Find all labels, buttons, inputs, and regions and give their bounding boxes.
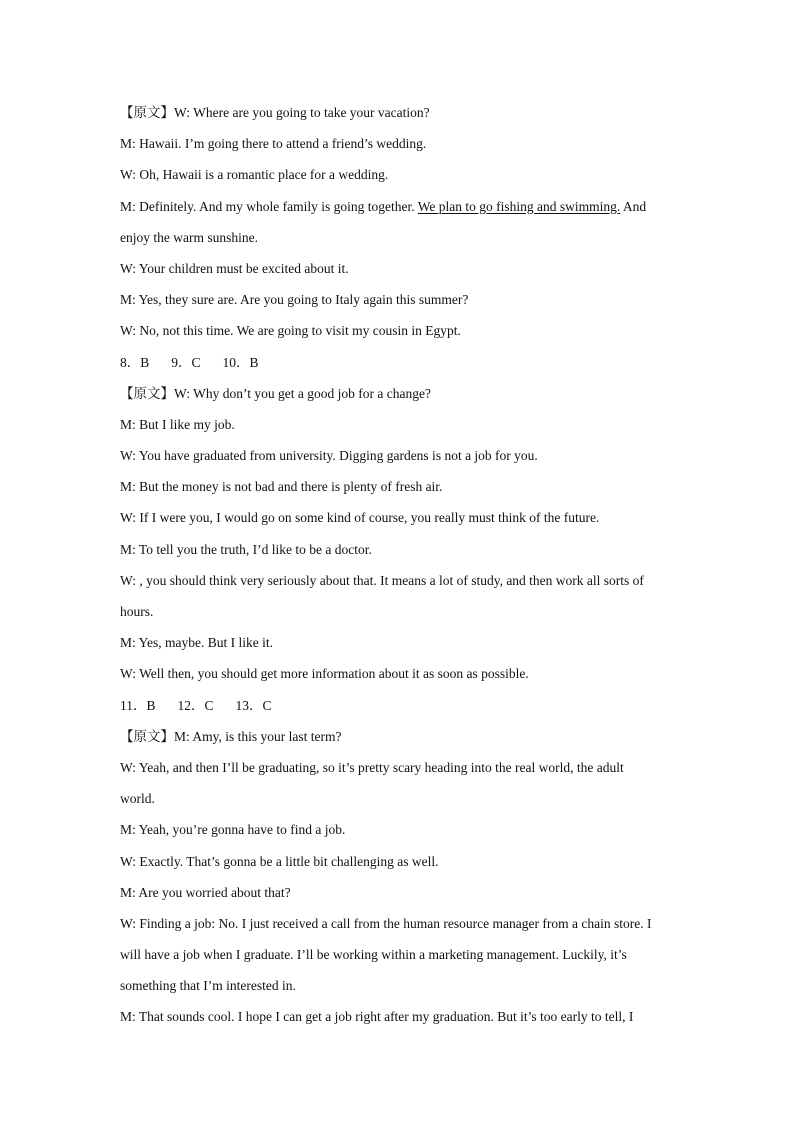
line-text: 【原文】M: Amy, is this your last term? (120, 728, 342, 744)
line-text: M: Yeah, you’re gonna have to find a job. (120, 822, 346, 838)
line-text: M: Yes, maybe. But I like it. (120, 635, 274, 651)
transcript-line (120, 253, 680, 284)
line-text: 【原文】W: Where are you going to take your vacation? (120, 105, 430, 120)
line-text: M: To tell you the truth, I’d like to be a doctor. (120, 541, 372, 557)
transcript-line (120, 846, 680, 877)
transcript-line (120, 658, 680, 689)
transcript-line (120, 721, 680, 752)
line-text: W: Well then, you should get more information about it as soon as possible. (120, 666, 529, 682)
transcript-line (120, 471, 680, 502)
transcript-line (120, 752, 680, 783)
line-text: W: If I were you, I would go on some kind of course, you really must think of the future. (120, 510, 600, 526)
line-text: W: No, not this time. We are going to visit my cousin in Egypt. (120, 323, 461, 339)
line-text: M: Definitely. And my whole family is going together. (120, 198, 418, 214)
transcript-line (120, 378, 680, 409)
line-text: 【原文】W: Why don’t you get a good job for a change? (120, 385, 431, 401)
line-text-tail: And (620, 198, 647, 214)
transcript-line (120, 783, 680, 814)
transcript-line (120, 284, 680, 315)
line-text: M: But the money is not bad and there is plenty of fresh air. (120, 479, 443, 495)
transcript-line (120, 534, 680, 565)
answer-key-row (120, 690, 680, 721)
transcript-line (120, 939, 680, 970)
line-text: M: That sounds cool. I hope I can get a job right after my graduation. But it’s too early to tell, I (120, 1009, 634, 1025)
transcript-line (120, 908, 680, 939)
answer-key: 8．B (120, 354, 150, 370)
transcript-line (120, 970, 680, 1001)
transcript-line (120, 565, 680, 596)
transcript-line (120, 1001, 680, 1032)
transcript-line (120, 315, 680, 346)
line-text: will have a job when I graduate. I’ll be working within a marketing management. Luckily, it’s (120, 947, 627, 963)
transcript-line (120, 440, 680, 471)
answer-key: 12．C (177, 697, 214, 713)
line-text: hours. (120, 604, 154, 619)
transcript-line (120, 97, 680, 128)
transcript-line (120, 191, 680, 222)
line-text: M: But I like my job. (120, 416, 235, 432)
line-text: W: Exactly. That’s gonna be a little bit challenging as well. (120, 853, 439, 869)
transcript-line (120, 409, 680, 440)
line-text: W: Your children must be excited about it. (120, 260, 349, 276)
line-text: enjoy the warm sunshine. (120, 229, 258, 245)
line-text: M: Yes, they sure are. Are you going to Italy again this summer? (120, 292, 469, 308)
underlined-key-sentence: We plan to go fishing and swimming. (417, 198, 621, 214)
line-text: W: Oh, Hawaii is a romantic place for a wedding. (120, 167, 389, 183)
line-text: world. (120, 791, 155, 807)
document-page (120, 97, 680, 1033)
answer-key-row (120, 347, 680, 378)
line-text: something that I’m interested in. (120, 978, 296, 994)
transcript-line (120, 159, 680, 190)
transcript-line (120, 502, 680, 533)
transcript-line (120, 222, 680, 253)
answer-key: 13．C (235, 697, 272, 713)
transcript-line (120, 596, 680, 627)
line-text: W: You have graduated from university. Digging gardens is not a job for you. (120, 448, 538, 464)
line-text: M: Hawaii. I’m going there to attend a friend’s wedding. (120, 136, 427, 152)
line-text: M: Are you worried about that? (120, 884, 291, 900)
transcript-line (120, 877, 680, 908)
line-text: W: Yeah, and then I’ll be graduating, so it’s pretty scary heading into the real world, the adult (120, 759, 624, 775)
answer-key: 11．B (120, 697, 156, 713)
transcript-line (120, 627, 680, 658)
line-text: W: Finding a job: No. I just received a call from the human resource manager from a chain store. I (120, 915, 652, 931)
transcript-line (120, 128, 680, 159)
line-text: W: , you should think very seriously about that. It means a lot of study, and then work all sorts of (120, 572, 644, 588)
transcript-line (120, 814, 680, 845)
answer-key: 9．C (171, 354, 201, 370)
answer-key: 10．B (222, 354, 259, 370)
